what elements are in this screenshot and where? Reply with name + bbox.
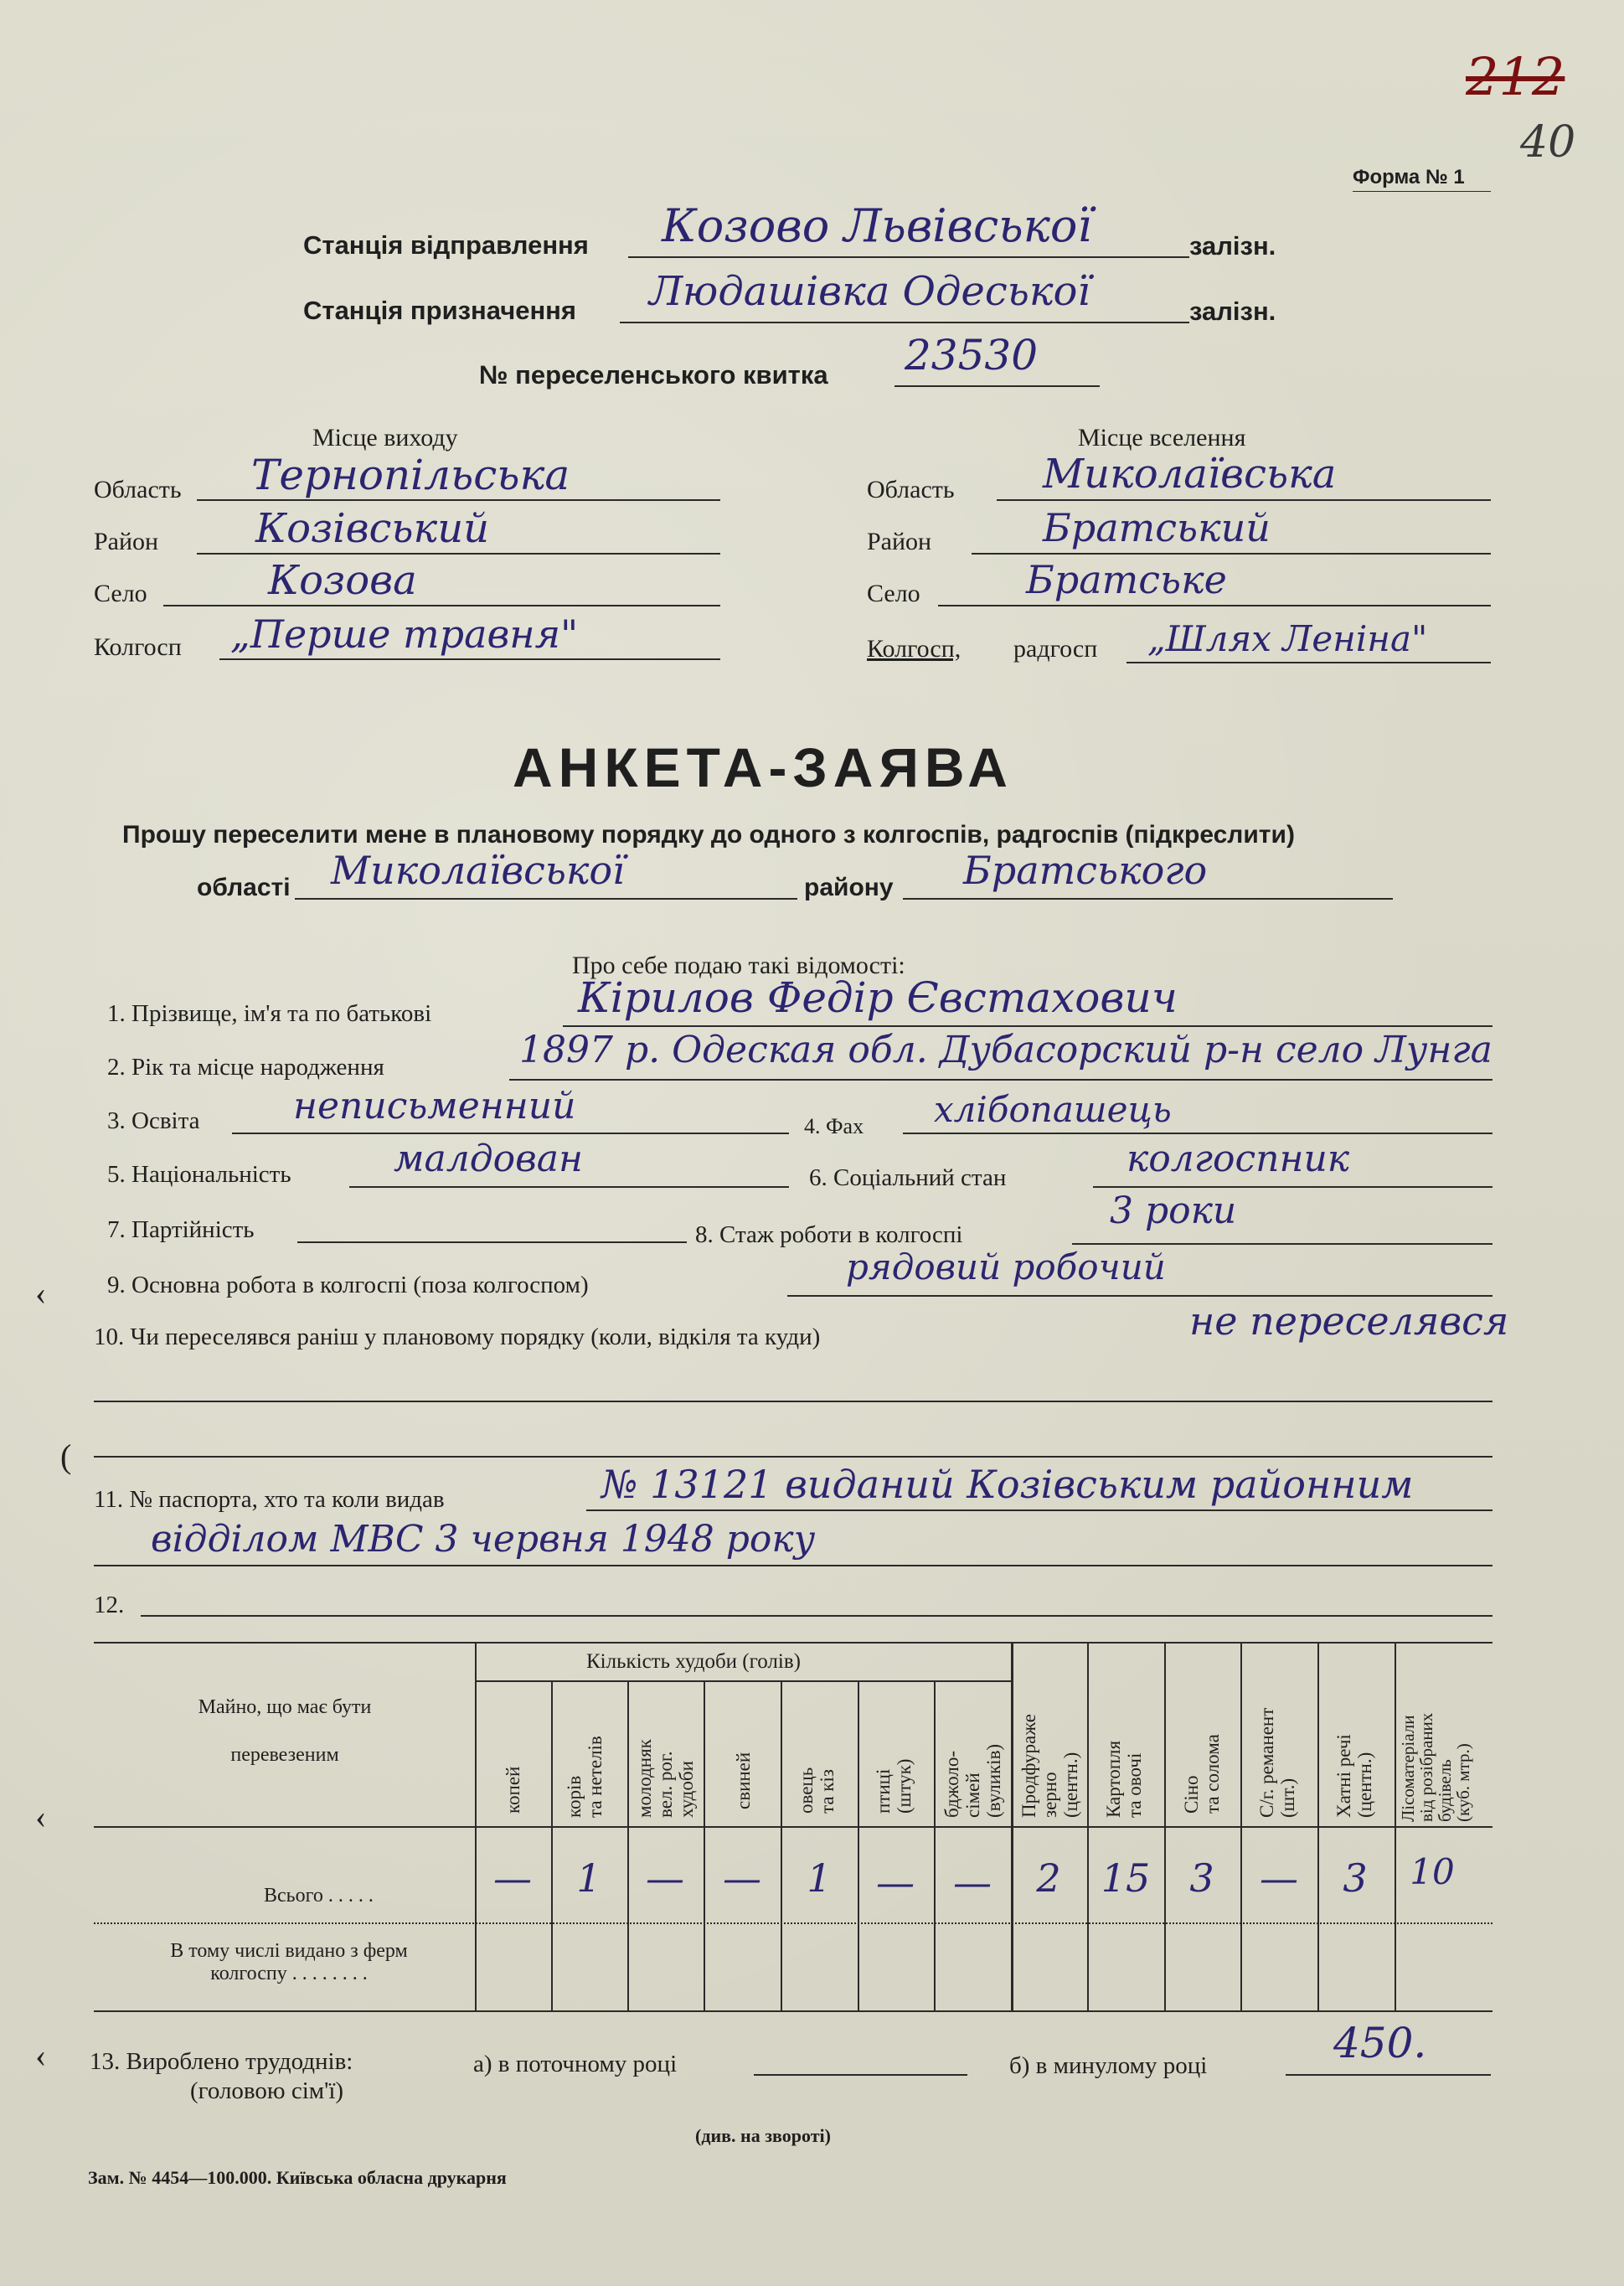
table-row-header-line2: перевезеним <box>230 1744 339 1766</box>
workdays-a-line <box>754 2074 967 2076</box>
q8-line <box>1072 1243 1493 1245</box>
col-header-young-cattle: молодняк вел. рог. худоби <box>634 1739 697 1818</box>
q11-label: 11. № паспорта, хто та коли видав <box>94 1486 445 1513</box>
total-hay: 3 <box>1189 1855 1214 1901</box>
margin-mark-4: ‹ <box>35 2036 47 2074</box>
q10-label: 10. Чи переселявся раніш у плановому порядку (коли, відкіля та куди) <box>94 1324 821 1350</box>
table-vline-1 <box>551 1680 553 2010</box>
total-household: 3 <box>1343 1855 1368 1901</box>
total-cows: 1 <box>576 1855 601 1901</box>
q9-label: 9. Основна робота в колгоспі (поза колгоспом) <box>107 1272 589 1298</box>
q12-label: 12. <box>94 1592 125 1618</box>
col-header-pigs: свиней <box>733 1752 754 1809</box>
request-raion-value: Братського <box>963 848 1208 893</box>
workdays-sublabel: (головою сім'ї) <box>190 2077 344 2104</box>
settle-selo-value: Братське <box>1026 557 1227 602</box>
station-departure-value: Козово Львівської <box>662 199 1092 252</box>
total-timber: 10 <box>1410 1851 1455 1892</box>
q7-line <box>297 1241 687 1243</box>
archive-number-struck: 212 <box>1466 46 1565 107</box>
q3-value: неписьменний <box>293 1085 576 1128</box>
table-top-border <box>94 1642 1493 1644</box>
total-tools: — <box>1260 1855 1298 1901</box>
table-bottom-border <box>94 2010 1493 2012</box>
station-destination-line <box>620 322 1189 323</box>
exit-oblast-label: Область <box>94 476 182 503</box>
settle-selo-label: Село <box>867 580 920 607</box>
form-number-underline <box>1353 191 1491 192</box>
form-number: Форма № 1 <box>1353 166 1465 188</box>
q11-value-line1: № 13121 виданий Козівським районним <box>601 1462 1414 1507</box>
settle-raion-label: Район <box>867 528 932 555</box>
q5-label: 5. Національність <box>107 1161 291 1188</box>
q6-line <box>1093 1186 1493 1188</box>
row-farm-label-line1: В тому числі видано з ферм <box>170 1940 408 1962</box>
request-raion-line <box>903 898 1393 900</box>
settle-raion-line <box>972 553 1491 555</box>
margin-mark-1: ‹ <box>35 1274 47 1312</box>
q11-value-line2: відділом МВС 3 червня 1948 року <box>151 1518 816 1561</box>
total-young-cattle: — <box>646 1855 684 1901</box>
request-raion-label: району <box>804 874 894 901</box>
archive-number: 40 <box>1520 117 1576 168</box>
q7-label: 7. Партійність <box>107 1216 255 1243</box>
table-group-header: Кількість худоби (голів) <box>586 1650 801 1673</box>
total-poultry: — <box>876 1860 915 1905</box>
table-vline-10 <box>1240 1642 1242 2010</box>
ticket-value: 23530 <box>905 331 1039 379</box>
exit-kolgosp-line <box>219 658 720 660</box>
settle-raion-value: Братський <box>1043 505 1271 550</box>
q6-value: колгоспник <box>1126 1138 1350 1180</box>
q12-line <box>141 1615 1493 1617</box>
total-sheep: 1 <box>807 1855 832 1901</box>
table-group-header-bottom <box>475 1680 1011 1682</box>
exit-kolgosp-label: Колгосп <box>94 633 182 661</box>
q11-line-2 <box>94 1565 1493 1566</box>
q4-line <box>903 1133 1493 1134</box>
col-header-household: Хатні речі (центн.) <box>1333 1734 1375 1818</box>
workdays-label: 13. Вироблено трудоднів: <box>90 2048 353 2075</box>
station-departure-line <box>628 256 1189 258</box>
exit-oblast-line <box>197 499 720 501</box>
exit-oblast-value: Тернопільська <box>251 451 570 499</box>
ticket-line <box>894 385 1100 387</box>
col-header-tools: С/г. реманент (шт.) <box>1256 1707 1298 1818</box>
q9-line <box>787 1295 1493 1297</box>
table-vline-4 <box>781 1680 782 2010</box>
table-row-divider <box>94 1922 1493 1924</box>
settle-place-title: Місце вселення <box>1078 424 1246 452</box>
settle-oblast-label: Область <box>867 476 955 503</box>
exit-raion-value: Козівський <box>255 505 490 552</box>
row-farm-label-line2: колгоспу . . . . . . . . <box>210 1963 368 1984</box>
table-vline-6 <box>934 1680 936 2010</box>
q10-line-1 <box>94 1401 1493 1402</box>
q10-value: не переселявся <box>1189 1298 1509 1344</box>
request-oblast-label: області <box>197 874 291 901</box>
request-text: Прошу переселити мене в плановому порядку до одного з колгоспів, радгоспів (підкреслити) <box>122 821 1295 849</box>
row-total-label: Всього . . . . . <box>264 1885 374 1907</box>
station-departure-label: Станція відправлення <box>303 230 589 260</box>
col-header-hay: Сіно та солома <box>1181 1734 1223 1814</box>
exit-place-title: Місце виходу <box>312 424 458 452</box>
q3-line <box>232 1133 789 1134</box>
col-header-bees: бджоло- сімей (вуликів) <box>941 1743 1004 1818</box>
exit-raion-line <box>197 553 720 555</box>
settle-kolgosp-line <box>1126 662 1491 663</box>
settle-kolgosp-label: Колгосп, <box>867 635 962 663</box>
q2-label: 2. Рік та місце народження <box>107 1054 384 1081</box>
q10-line-2 <box>94 1456 1493 1458</box>
margin-mark-2: ( <box>60 1437 72 1475</box>
exit-kolgosp-value: „Перше травня" <box>230 611 579 657</box>
q5-line <box>349 1186 789 1188</box>
table-vline-11 <box>1317 1642 1319 2010</box>
col-header-potatoes: Картопля та овочі <box>1103 1740 1145 1818</box>
rail-suffix-1: залізн. <box>1189 231 1276 261</box>
rail-suffix-2: залізн. <box>1189 297 1276 326</box>
q5-value: малдован <box>394 1138 583 1180</box>
total-pigs: — <box>723 1855 761 1901</box>
table-vline-7 <box>1011 1642 1013 2010</box>
table-vline-9 <box>1164 1642 1166 2010</box>
exit-selo-value: Козова <box>268 557 417 604</box>
table-row-header-line1: Майно, що має бути <box>198 1696 372 1718</box>
table-header-bottom <box>94 1826 1493 1828</box>
station-destination-value: Людашівка Одеської <box>649 268 1090 315</box>
settle-kolgosp-value: „Шлях Леніна" <box>1147 618 1428 659</box>
row-farm-label <box>109 1940 469 1985</box>
q8-value: 3 роки <box>1110 1189 1237 1232</box>
table-vline-3 <box>704 1680 705 2010</box>
exit-selo-line <box>163 605 720 606</box>
exit-raion-label: Район <box>94 528 159 555</box>
workdays-b-line <box>1286 2074 1491 2076</box>
col-header-poultry: птиці (штук) <box>873 1758 915 1814</box>
workdays-b-label: б) в минулому році <box>1009 2052 1208 2079</box>
document-title: АНКЕТА-ЗАЯВА <box>513 736 1013 798</box>
request-oblast-line <box>295 898 797 900</box>
table-vline-0 <box>475 1642 477 2010</box>
q2-value: 1897 р. Одеская обл. Дубасорский р-н село Лунга <box>519 1029 1493 1071</box>
col-header-timber: Лісоматеріали від розібраних будівель (куб. мтр.) <box>1398 1712 1473 1822</box>
table-vline-8 <box>1087 1642 1089 2010</box>
col-header-sheep: овець та кіз <box>796 1767 838 1814</box>
total-potatoes: 15 <box>1101 1855 1151 1901</box>
table-vline-5 <box>858 1680 859 2010</box>
q1-line <box>563 1025 1493 1027</box>
workdays-a-label: а) в поточному році <box>473 2051 678 2077</box>
total-grain: 2 <box>1036 1855 1061 1901</box>
q2-line <box>509 1079 1493 1081</box>
settle-radgosp-label: радгосп <box>1013 635 1098 663</box>
printer-note: Зам. № 4454—100.000. Київська обласна друкарня <box>88 2167 507 2188</box>
q4-value: хлібопашець <box>934 1089 1172 1130</box>
col-header-horses: копей <box>503 1766 523 1814</box>
q9-value: рядовий робочий <box>846 1246 1166 1287</box>
ticket-label: № переселенського квитка <box>479 360 828 390</box>
q3-label: 3. Освіта <box>107 1107 200 1134</box>
see-back-note: (див. на звороті) <box>695 2125 831 2146</box>
station-destination-label: Станція призначення <box>303 296 576 325</box>
settle-oblast-line <box>997 499 1491 501</box>
total-bees: — <box>953 1860 992 1905</box>
workdays-b-value: 450. <box>1333 2019 1427 2067</box>
q1-label: 1. Прізвище, ім'я та по батькові <box>107 1000 432 1027</box>
col-header-grain: Продфураже зерно (центн.) <box>1018 1714 1081 1818</box>
table-vline-2 <box>627 1680 629 2010</box>
q4-label: 4. Фах <box>804 1114 864 1138</box>
q1-value: Кірилов Федір Євстахович <box>578 973 1178 1022</box>
info-intro: Про себе подаю такі відомості: <box>572 952 905 979</box>
request-oblast-value: Миколаївської <box>331 848 625 893</box>
q11-line-1 <box>586 1509 1493 1511</box>
table-row-header <box>159 1696 410 1767</box>
table-vline-12 <box>1395 1642 1396 2010</box>
settle-oblast-value: Миколаївська <box>1043 451 1337 498</box>
settle-selo-line <box>938 605 1491 606</box>
exit-selo-label: Село <box>94 580 147 607</box>
q8-label: 8. Стаж роботи в колгоспі <box>695 1221 963 1248</box>
total-horses: — <box>493 1855 532 1901</box>
col-header-cows: корів та нетелів <box>564 1736 606 1818</box>
margin-mark-3: ‹ <box>35 1798 47 1835</box>
q6-label: 6. Соціальний стан <box>809 1164 1007 1191</box>
